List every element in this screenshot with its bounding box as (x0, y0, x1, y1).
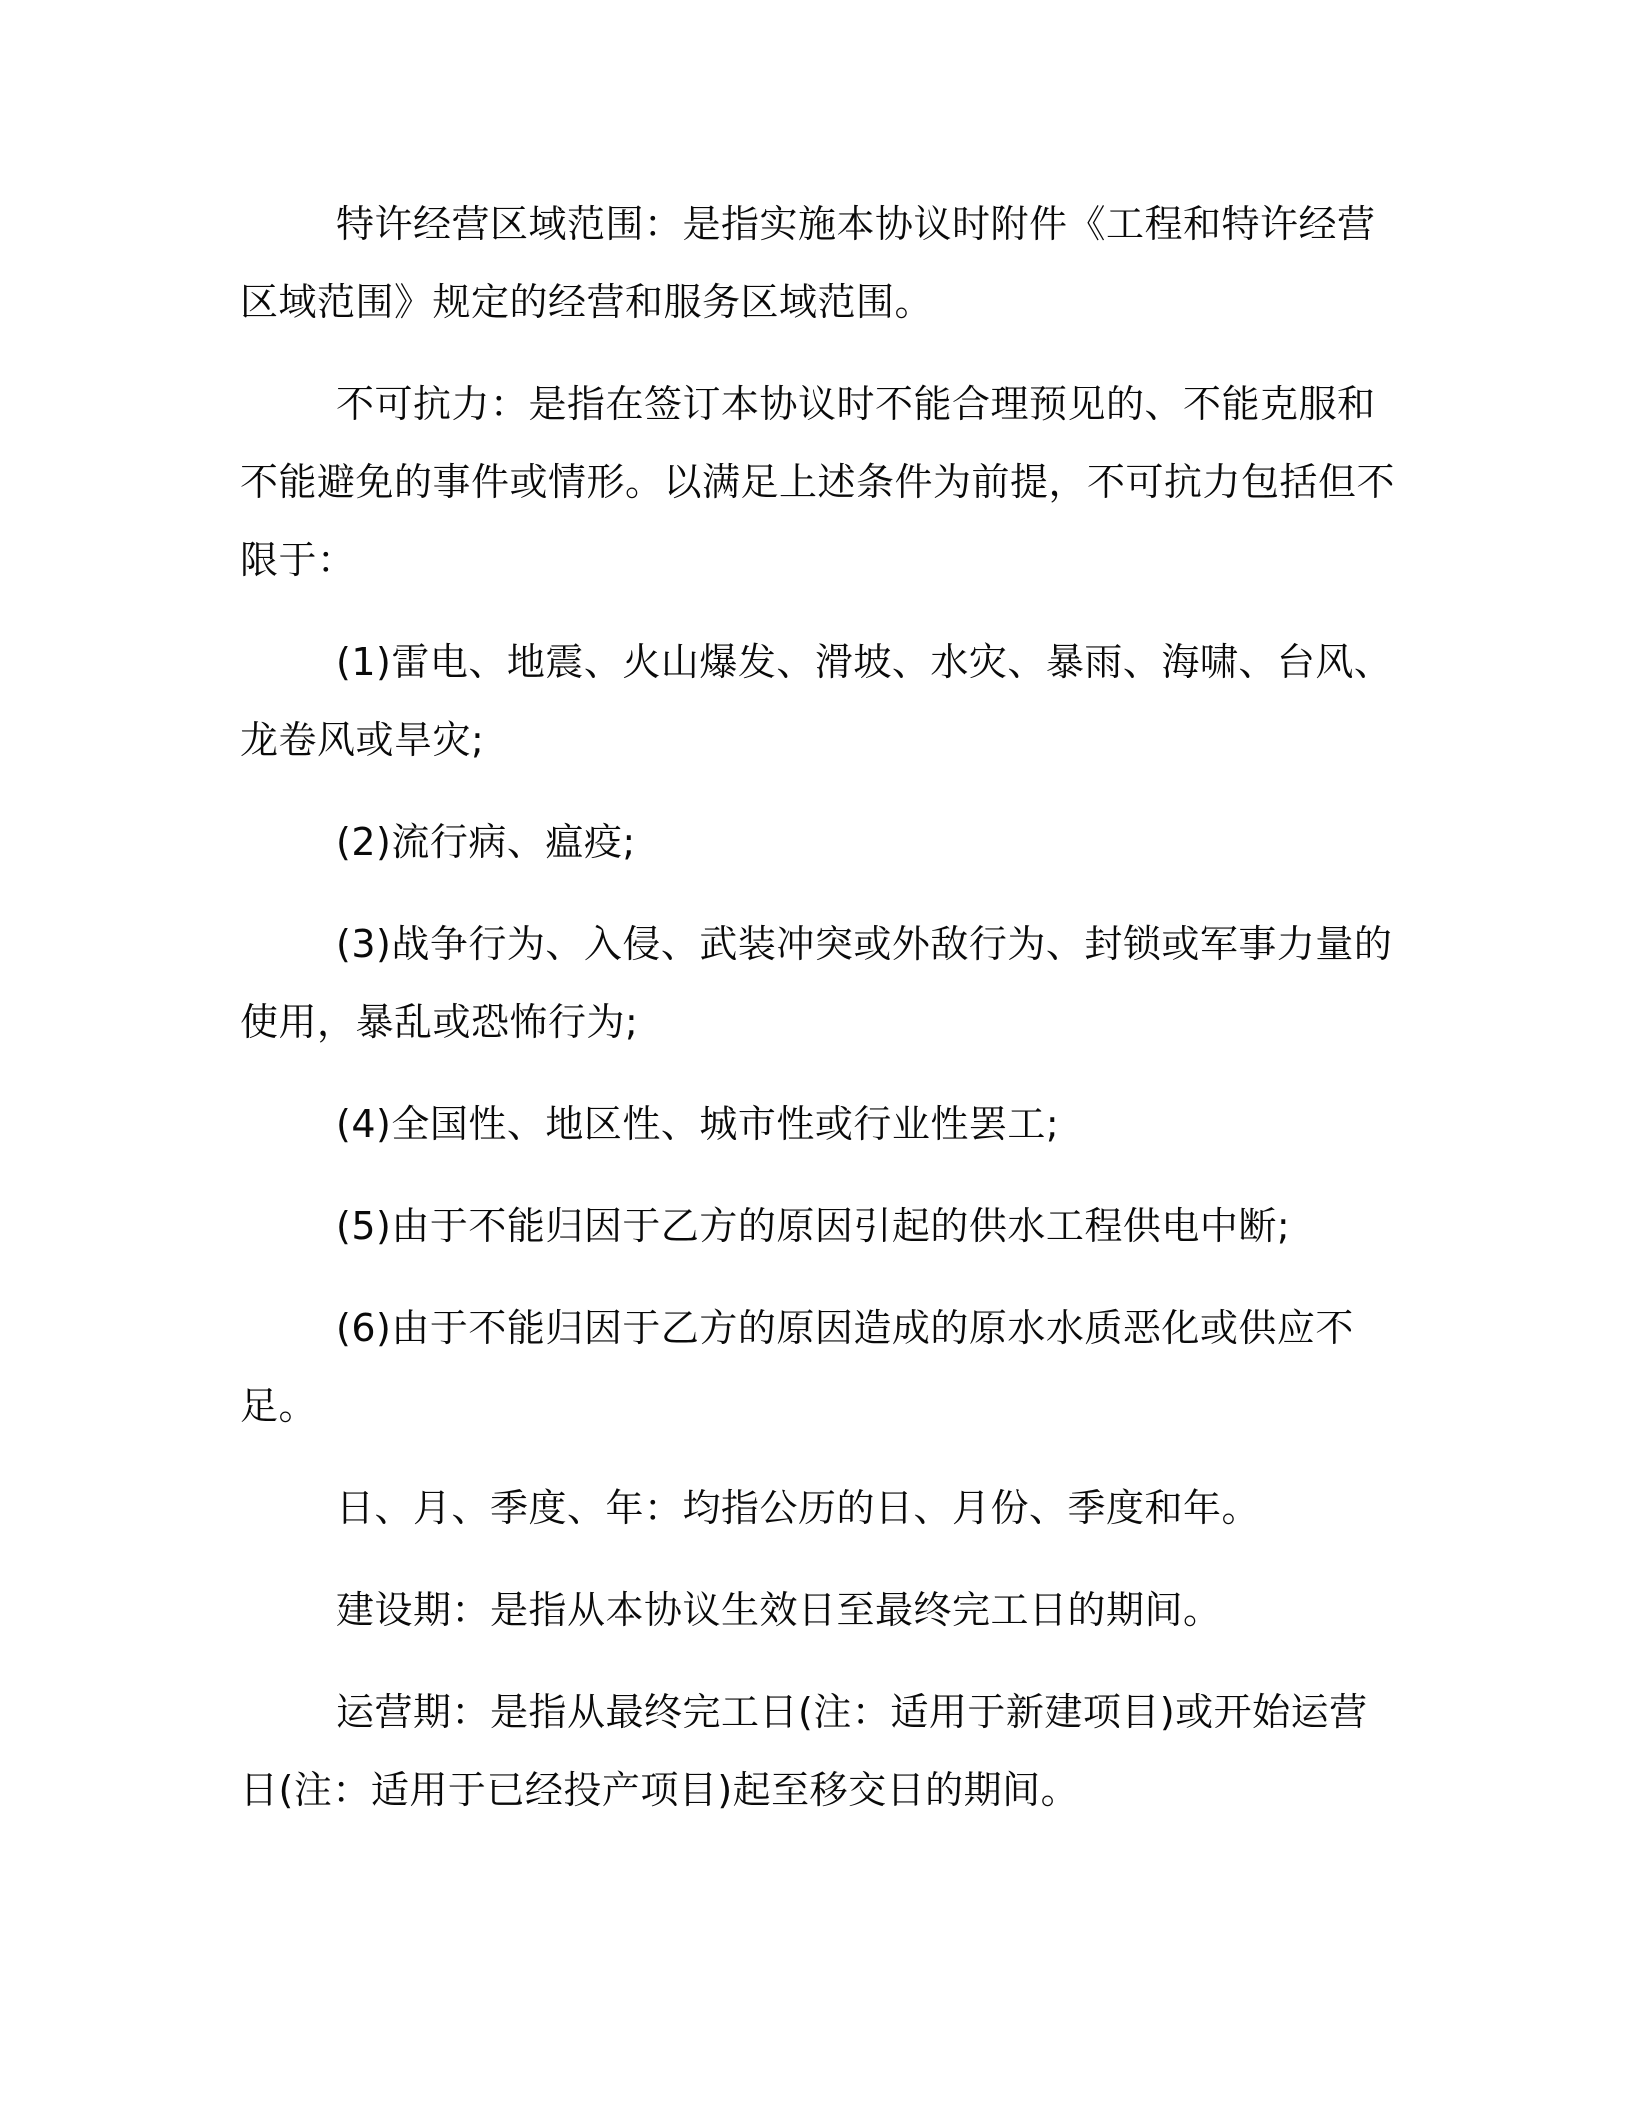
list-item: (6)由于不能归因于乙方的原因造成的原水水质恶化或供应不足。 (240, 1306, 1354, 1428)
list-item: (1)雷电、地震、火山爆发、滑坡、水灾、暴雨、海啸、台风、龙卷风或旱灾; (240, 640, 1393, 762)
list-item: (3)战争行为、入侵、武装冲突或外敌行为、封锁或军事力量的使用，暴乱或恐怖行为; (240, 922, 1393, 1044)
list-item: (5)由于不能归因于乙方的原因引起的供水工程供电中断; (336, 1204, 1291, 1248)
paragraph-operation-period: 运营期：是指从最终完工日(注：适用于新建项目)或开始运营日(注：适用于已经投产项目)起至移交日的期间。 (240, 1690, 1368, 1812)
paragraph-construction-period: 建设期：是指从本协议生效日至最终完工日的期间。 (336, 1588, 1222, 1632)
list-item: (2)流行病、瘟疫; (336, 820, 636, 864)
paragraph-calendar-definition: 日、月、季度、年：均指公历的日、月份、季度和年。 (336, 1486, 1261, 1530)
paragraph-force-majeure: 不可抗力：是指在签订本协议时不能合理预见的、不能克服和不能避免的事件或情形。以满足上述条件为前提，不可抗力包括但不限于： (240, 382, 1396, 582)
document-body (240, 185, 1400, 1853)
paragraph-franchise-area: 特许经营区域范围：是指实施本协议时附件《工程和特许经营区域范围》规定的经营和服务区域范围。 (240, 202, 1376, 324)
list-item: (4)全国性、地区性、城市性或行业性罢工; (336, 1102, 1060, 1146)
